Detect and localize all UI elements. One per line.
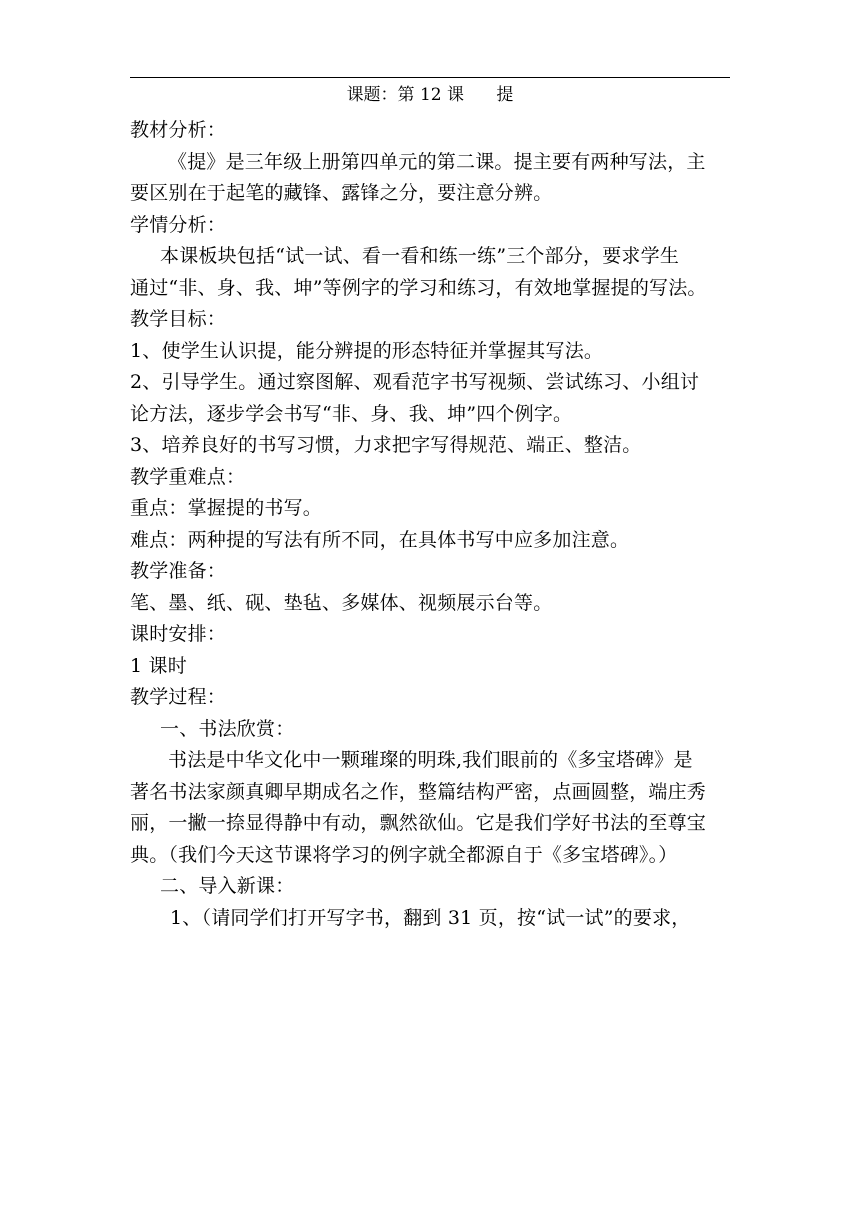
text-line: 学情分析： — [130, 213, 227, 236]
document-title: 课题：第 12 课 提 — [346, 85, 514, 105]
header-rule — [130, 77, 730, 78]
text-line: 重点：掌握提的书写。 — [130, 497, 323, 519]
text-line: 丽，一撇一捺显得静中有动，飘然欲仙。它是我们学好书法的至尊宝 — [130, 812, 707, 834]
text-line: 教学准备： — [130, 560, 227, 582]
text-line: 教学过程： — [130, 686, 227, 708]
text-line: 难点：两种提的写法有所不同，在具体书写中应多加注意。 — [130, 528, 630, 551]
text-line: 课时安排： — [130, 623, 227, 645]
text-line: 二、导入新课： — [160, 875, 295, 897]
text-line: 教学目标： — [130, 308, 227, 330]
text-line: 一、书法欣赏： — [160, 717, 295, 740]
text-line: 3、培养良好的书写习惯，力求把字写得规范、端正、整洁。 — [130, 434, 642, 456]
text-line: 1 课时 — [130, 654, 187, 677]
text-line: 1、（请同学们打开写字书，翻到 31 页，按“试一试”的要求， — [170, 906, 691, 929]
text-line: 教材分析： — [130, 119, 227, 141]
text-line: 论方法，逐步学会书写“非、身、我、坤”四个例字。 — [130, 402, 573, 425]
text-line: 本课板块包括“试一试、看一看和练一练”三个部分，要求学生 — [160, 245, 680, 267]
text-line: 《提》是三年级上册第四单元的第二课。提主要有两种写法，主 — [168, 150, 706, 173]
text-line: 1、使学生认识提，能分辨提的形态特征并掌握其写法。 — [130, 339, 604, 362]
document-body — [130, 115, 732, 934]
text-line: 书法是中华文化中一颗璀璨的明珠,我们眼前的《多宝塔碑》是 — [168, 749, 693, 771]
text-line: 通过“非、身、我、坤”等例字的学习和练习，有效地掌握提的写法。 — [130, 276, 707, 299]
text-line: 笔、墨、纸、砚、垫毡、多媒体、视频展示台等。 — [130, 591, 553, 614]
text-line: 教学重难点： — [130, 465, 246, 488]
text-line: 典。（我们今天这节课将学习的例字就全都源自于《多宝塔碑》。） — [130, 843, 678, 866]
text-line: 著名书法家颜真卿早期成名之作，整篇结构严密，点画圆整，端庄秀 — [130, 780, 707, 803]
text-line: 2、引导学生。通过察图解、观看范字书写视频、尝试练习、小组讨 — [130, 371, 700, 393]
text-line: 要区别在于起笔的藏锋、露锋之分，要注意分辨。 — [130, 182, 553, 204]
